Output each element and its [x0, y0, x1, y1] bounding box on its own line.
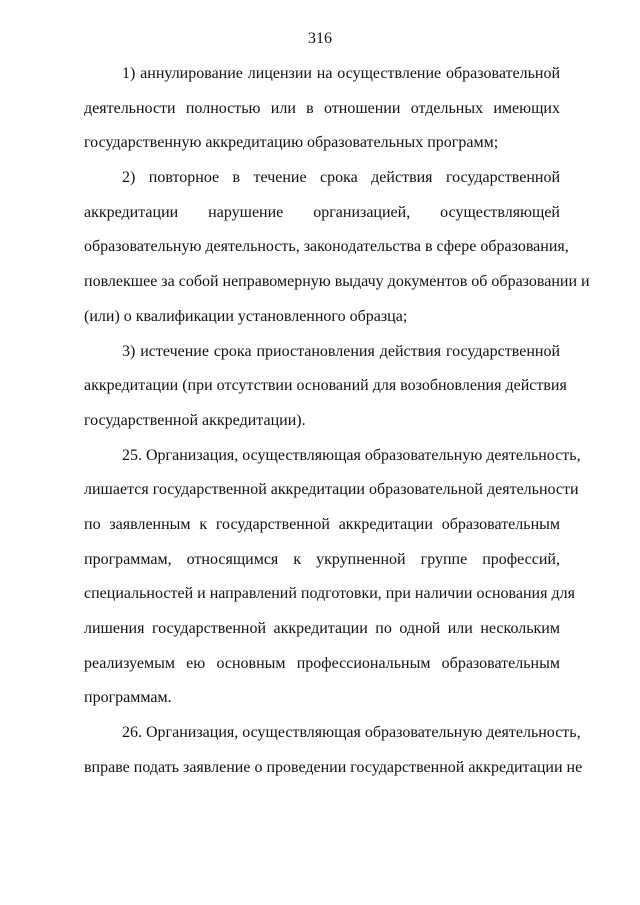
text-line: лишается государственной аккредитации образовательной деятельности: [84, 481, 579, 499]
text-line: аккредитации нарушение организацией, осуществляющей: [84, 203, 560, 221]
text-line: 25. Организация, осуществляющая образовательную деятельность,: [122, 446, 581, 464]
text-line: государственной аккредитации).: [84, 411, 306, 429]
text-line: 26. Организация, осуществляющая образовательную деятельность,: [122, 724, 581, 742]
list-item-2: [84, 169, 590, 342]
text-line: образовательную деятельность, законодательства в сфере образования,: [84, 238, 569, 256]
text-line: программам, относящимся к укрупненной группе профессий,: [84, 550, 560, 568]
text-line: специальностей и направлений подготовки, при наличии основания для: [84, 585, 575, 603]
text-line: аккредитации (при отсутствии оснований для возобновления действия: [84, 377, 567, 395]
text-line: по заявленным к государственной аккредитации образовательным: [84, 515, 560, 533]
document-body: [84, 65, 590, 793]
text-line: (или) о квалификации установленного образца;: [84, 307, 408, 325]
list-item-1: [84, 65, 560, 169]
text-line: лишения государственной аккредитации по одной или нескольким: [84, 620, 560, 637]
text-line: 3) истечение срока приостановления действия государственной: [122, 342, 560, 360]
text-line: вправе подать заявление о проведении государственной аккредитации не: [84, 758, 583, 776]
text-line: 2) повторное в течение срока действия государственной: [122, 169, 560, 187]
text-line: реализуемым ею основным профессиональным образовательным: [84, 654, 560, 672]
text-line: 1) аннулирование лицензии на осуществление образовательной: [122, 65, 560, 82]
clause-25: [84, 446, 581, 725]
clause-26: [84, 724, 583, 793]
text-line: повлекшее за собой неправомерную выдачу документов об образовании и: [84, 273, 590, 291]
text-line: государственную аккредитацию образовательных программ;: [84, 134, 499, 152]
text-line: деятельности полностью или в отношении отдельных имеющих: [84, 99, 560, 117]
page-number: 316: [308, 30, 332, 47]
text-line: программам.: [84, 689, 172, 707]
list-item-3: [84, 342, 567, 447]
